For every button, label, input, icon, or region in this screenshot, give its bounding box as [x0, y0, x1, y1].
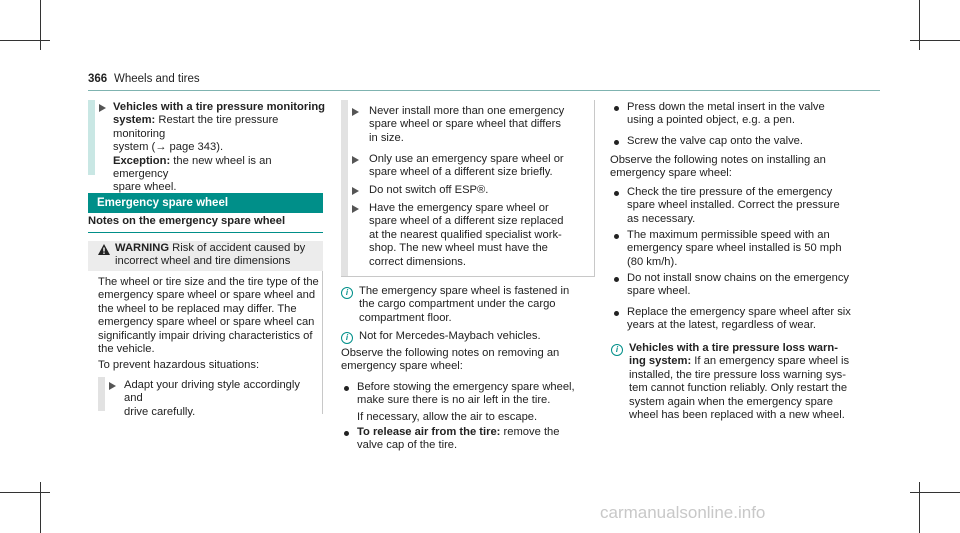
- observe-removing: Observe the following notes on removing an emergency spare wheel:: [341, 347, 560, 373]
- bullet-icon: [614, 277, 619, 282]
- crop-mark: [919, 0, 920, 50]
- crop-mark: [910, 492, 960, 493]
- section-title: Wheels and tires: [114, 73, 200, 85]
- instruction-bar: [98, 377, 105, 411]
- instruction-item: Do not switch off ESP®.: [369, 184, 489, 196]
- bullet-check-pressure: Check the tire pressure of the emergency spare wheel installed. Correct the pressure as necessary.: [627, 186, 840, 225]
- crop-mark: [919, 482, 920, 533]
- bullet-snow-chains: Do not install snow chains on the emergency spare wheel.: [627, 272, 850, 298]
- crop-mark: [0, 40, 50, 41]
- crop-mark: [910, 40, 960, 41]
- tpms-bar: [88, 100, 95, 175]
- instruction-frame: [341, 276, 595, 277]
- instruction-bar: [341, 100, 348, 276]
- bullet-before-stowing: Before stowing the emergency spare wheel, make sure there is no air left in the tire. If necessary, allow the air to escape.: [357, 381, 575, 423]
- observe-installing: Observe the following notes on installing an emergency spare wheel:: [610, 154, 826, 180]
- adapt-instruction: Adapt your driving style accordingly and drive carefully.: [124, 379, 300, 418]
- instruction-item: Have the emergency spare wheel or spare wheel of a different size replaced at the nearest qualified specialist work- shop. The new wheel must have the correct dimensions.: [369, 202, 564, 268]
- instruction-item: Never install more than one emergency spare wheel or spare wheel that differs in size.: [369, 105, 565, 144]
- arrow-icon: [109, 382, 116, 390]
- bullet-release-air: To release air from the tire: remove the valve cap of the tire.: [357, 426, 560, 452]
- page-number: 366: [88, 73, 108, 85]
- bullet-icon: [614, 191, 619, 196]
- warning-paragraph: The wheel or tire size and the tire type of the emergency spare wheel or spare wheel and the wheel to be replaced may differ. The emergency spare wheel or spare wheel can significantly impair driving characteristics of the vehicle. To prevent hazardous situations:: [98, 276, 319, 372]
- crop-mark: [40, 0, 41, 50]
- arrow-icon: [352, 205, 359, 213]
- bullet-icon: [614, 140, 619, 145]
- arrow-icon: [352, 187, 359, 195]
- section-heading: Emergency spare wheel: [88, 193, 323, 213]
- tpms-title: Vehicles with a tire pressure monitoring: [113, 101, 325, 113]
- instruction-frame: [594, 100, 595, 277]
- arrow-icon: [352, 108, 359, 116]
- bullet-max-speed: The maximum permissible speed with an emergency spare wheel installed is 50 mph (80 km/h).: [627, 229, 842, 268]
- bullet-icon: [614, 106, 619, 111]
- arrow-icon: [352, 156, 359, 164]
- bullet-press-down: Press down the metal insert in the valve using a pointed object, e.g. a pen.: [627, 101, 825, 127]
- info-icon: i: [341, 332, 353, 344]
- warning-text: WARNING Risk of accident caused by incorrect wheel and tire dimensions: [115, 242, 306, 268]
- info-icon: i: [341, 287, 353, 299]
- bullet-icon: [614, 311, 619, 316]
- sub-heading-rule: [88, 232, 323, 233]
- header-rule: [88, 90, 880, 91]
- crop-mark: [0, 492, 50, 493]
- note-pressure-loss: Vehicles with a tire pressure loss warn- ing system: If an emergency spare wheel is installed, the tire pressure loss warning sys- tem cannot function reliably. Only restart the system again when the emergency spare wheel has been replaced with a new wheel.: [629, 342, 850, 422]
- instruction-item: Only use an emergency spare wheel or spare wheel of a different size briefly.: [369, 153, 564, 179]
- note-maybach: Not for Mercedes-Maybach vehicles.: [359, 330, 541, 342]
- tpms-block: Vehicles with a tire pressure monitoring system: Restart the tire pressure monitoring system (→ page 343). Exception: the new wheel is an emergency spare wheel.: [113, 101, 328, 195]
- warning-frame: [322, 271, 323, 414]
- bullet-screw-cap: Screw the valve cap onto the valve.: [627, 135, 803, 147]
- note-cargo: The emergency spare wheel is fastened in the cargo compartment under the cargo compartment floor.: [359, 285, 570, 324]
- arrow-icon: [99, 104, 106, 112]
- sub-heading: Notes on the emergency spare wheel: [88, 215, 286, 227]
- bullet-replace: Replace the emergency spare wheel after six years at the latest, regardless of wear.: [627, 306, 851, 332]
- bullet-icon: [344, 386, 349, 391]
- bullet-icon: [614, 234, 619, 239]
- watermark: carmanualsonline.info: [600, 503, 766, 522]
- crop-mark: [40, 482, 41, 533]
- bullet-icon: [344, 431, 349, 436]
- info-icon: i: [611, 344, 623, 356]
- warning-icon: [98, 244, 110, 255]
